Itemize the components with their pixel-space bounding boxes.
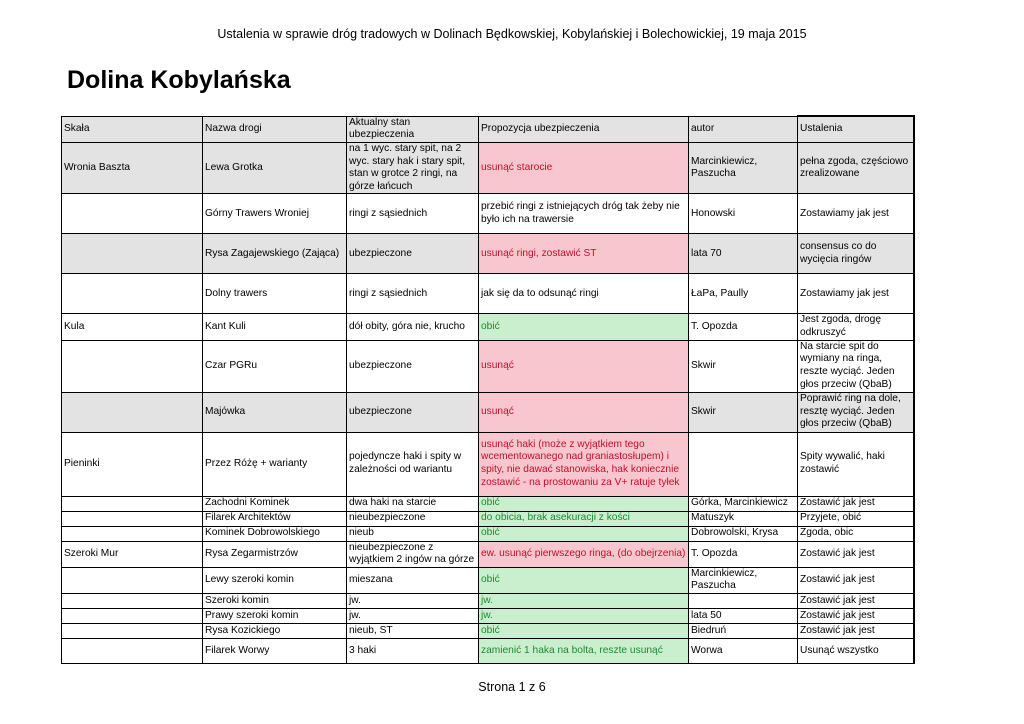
- cell-nazwa: Zachodni Kominek: [203, 496, 347, 511]
- cell-ustalenia: Zostawić jak jest: [798, 593, 914, 608]
- column-header-ustalenia: Ustalenia: [798, 116, 914, 143]
- cell-autor: Worwa: [689, 638, 798, 663]
- cell-ustalenia: Zostawić jak jest: [798, 541, 914, 567]
- cell-propozycja: do obicia, brak asekuracji z kości: [479, 511, 689, 526]
- cell-stan: ubezpieczone: [347, 234, 479, 274]
- cell-ustalenia: Spity wywalić, haki zostawić: [798, 432, 914, 496]
- cell-propozycja: jak się da to odsunąć ringi: [479, 274, 689, 314]
- cell-skala: [62, 274, 203, 314]
- cell-propozycja: jw.: [479, 608, 689, 623]
- cell-ustalenia: pełna zgoda, częściowo zrealizowane: [798, 143, 914, 194]
- cell-nazwa: Lewy szeroki komin: [203, 567, 347, 593]
- cell-stan: 3 haki: [347, 638, 479, 663]
- cell-propozycja: usunąć haki (może z wyjątkiem tego wcementowanego nad graniastosłupem) i spity, nie dawać stanowiska, hak koniecznie zostawić - na prostowaniu za V+ ratuje tyłek: [479, 432, 689, 496]
- cell-autor: Honowski: [689, 194, 798, 234]
- cell-stan: nieubezpieczone z wyjątkiem 2 ingów na górze: [347, 541, 479, 567]
- cell-skala: [62, 392, 203, 432]
- table-row: [62, 194, 914, 234]
- cell-autor: ŁaPa, Paully: [689, 274, 798, 314]
- cell-propozycja: obić: [479, 623, 689, 638]
- table-row: [62, 143, 914, 194]
- cell-nazwa: Przez Różę + warianty: [203, 432, 347, 496]
- table-row: [62, 314, 914, 340]
- cell-skala: Pieninki: [62, 432, 203, 496]
- table-row: [62, 623, 914, 638]
- cell-skala: [62, 526, 203, 541]
- cell-autor: Górka, Marcinkiewicz: [689, 496, 798, 511]
- cell-propozycja: usunąć starocie: [479, 143, 689, 194]
- cell-stan: pojedyncze haki i spity w zależności od wariantu: [347, 432, 479, 496]
- cell-nazwa: Czar PGRu: [203, 340, 347, 392]
- cell-nazwa: Filarek Worwy: [203, 638, 347, 663]
- cell-skala: [62, 593, 203, 608]
- cell-stan: jw.: [347, 608, 479, 623]
- cell-autor: Marcinkiewicz, Paszucha: [689, 143, 798, 194]
- cell-ustalenia: Przyjete, obić: [798, 511, 914, 526]
- page-footer: Strona 1 z 6: [478, 680, 546, 694]
- cell-ustalenia: Zostawiamy jak jest: [798, 274, 914, 314]
- cell-skala: Kula: [62, 314, 203, 340]
- cell-ustalenia: Poprawić ring na dole, resztę wyciąć. Jeden głos przeciw (QbaB): [798, 392, 914, 432]
- page-title: Dolina Kobylańska: [67, 66, 291, 94]
- cell-ustalenia: Zostawić jak jest: [798, 567, 914, 593]
- cell-stan: nieub, ST: [347, 623, 479, 638]
- cell-autor: T. Opozda: [689, 314, 798, 340]
- cell-propozycja: jw.: [479, 593, 689, 608]
- cell-ustalenia: Zostawiamy jak jest: [798, 194, 914, 234]
- cell-skala: [62, 496, 203, 511]
- cell-nazwa: Kominek Dobrowolskiego: [203, 526, 347, 541]
- cell-nazwa: Majówka: [203, 392, 347, 432]
- cell-autor: Marcinkiewicz, Paszucha: [689, 567, 798, 593]
- cell-autor: lata 50: [689, 608, 798, 623]
- cell-skala: [62, 194, 203, 234]
- cell-skala: Szeroki Mur: [62, 541, 203, 567]
- cell-nazwa: Rysa Zagajewskiego (Zająca): [203, 234, 347, 274]
- cell-skala: [62, 234, 203, 274]
- cell-nazwa: Lewa Grotka: [203, 143, 347, 194]
- cell-autor: Biedruń: [689, 623, 798, 638]
- cell-stan: dwa haki na starcie: [347, 496, 479, 511]
- cell-ustalenia: Zostawić jak jest: [798, 496, 914, 511]
- cell-propozycja: obić: [479, 314, 689, 340]
- cell-skala: [62, 567, 203, 593]
- table-header-row: [62, 116, 914, 143]
- table-row: [62, 432, 914, 496]
- cell-ustalenia: Zostawić jak jest: [798, 608, 914, 623]
- column-header-propozycja: Propozycja ubezpieczenia: [479, 116, 689, 143]
- cell-nazwa: Górny Trawers Wroniej: [203, 194, 347, 234]
- cell-skala: [62, 608, 203, 623]
- cell-stan: ringi z sąsiednich: [347, 274, 479, 314]
- routes-table: [61, 115, 915, 664]
- cell-stan: nieub: [347, 526, 479, 541]
- cell-nazwa: Prawy szeroki komin: [203, 608, 347, 623]
- cell-skala: [62, 623, 203, 638]
- cell-nazwa: Rysa Kozickiego: [203, 623, 347, 638]
- cell-stan: ubezpieczone: [347, 392, 479, 432]
- cell-autor: [689, 432, 798, 496]
- cell-stan: dół obity, góra nie, krucho: [347, 314, 479, 340]
- cell-nazwa: Filarek Architektów: [203, 511, 347, 526]
- document-header: Ustalenia w sprawie dróg tradowych w Dolinach Będkowskiej, Kobylańskiej i Bolechowickiej, 19 maja 2015: [217, 27, 807, 41]
- cell-stan: mieszana: [347, 567, 479, 593]
- cell-skala: [62, 638, 203, 663]
- table-row: [62, 608, 914, 623]
- column-header-skala: Skała: [62, 116, 203, 143]
- cell-autor: Skwir: [689, 392, 798, 432]
- cell-stan: ubezpieczone: [347, 340, 479, 392]
- table-row: [62, 638, 914, 663]
- cell-autor: Skwir: [689, 340, 798, 392]
- cell-propozycja: przebić ringi z istniejących dróg tak żeby nie było ich na trawersie: [479, 194, 689, 234]
- cell-ustalenia: Zostawić jak jest: [798, 623, 914, 638]
- table-row: [62, 511, 914, 526]
- cell-propozycja: usunąć: [479, 340, 689, 392]
- cell-propozycja: obić: [479, 496, 689, 511]
- cell-nazwa: Rysa Zegarmistrzów: [203, 541, 347, 567]
- cell-nazwa: Dolny trawers: [203, 274, 347, 314]
- cell-propozycja: zamienić 1 haka na bolta, reszte usunąć: [479, 638, 689, 663]
- table-row: [62, 234, 914, 274]
- column-header-stan: Aktualny stan ubezpieczenia: [347, 116, 479, 143]
- table-row: [62, 593, 914, 608]
- column-header-autor: autor: [689, 116, 798, 143]
- cell-skala: [62, 511, 203, 526]
- cell-nazwa: Kant Kuli: [203, 314, 347, 340]
- cell-propozycja: obić: [479, 526, 689, 541]
- cell-nazwa: Szeroki komin: [203, 593, 347, 608]
- cell-autor: Matuszyk: [689, 511, 798, 526]
- cell-propozycja: usunąć: [479, 392, 689, 432]
- cell-skala: [62, 340, 203, 392]
- cell-autor: T. Opozda: [689, 541, 798, 567]
- cell-autor: [689, 593, 798, 608]
- cell-ustalenia: consensus co do wycięcia ringów: [798, 234, 914, 274]
- cell-ustalenia: Na starcie spit do wymiany na ringa, reszte wyciąć. Jeden głos przeciw (QbaB): [798, 340, 914, 392]
- table-row: [62, 567, 914, 593]
- cell-skala: Wronia Baszta: [62, 143, 203, 194]
- cell-ustalenia: Zgoda, obic: [798, 526, 914, 541]
- table-row: [62, 392, 914, 432]
- cell-ustalenia: Usunąć wszystko: [798, 638, 914, 663]
- cell-propozycja: usunąć ringi, zostawić ST: [479, 234, 689, 274]
- table-row: [62, 274, 914, 314]
- cell-stan: ringi z sąsiednich: [347, 194, 479, 234]
- cell-propozycja: obić: [479, 567, 689, 593]
- cell-stan: na 1 wyc. stary spit, na 2 wyc. stary hak i stary spit, stan w grotce 2 ringi, na górze łańcuch: [347, 143, 479, 194]
- cell-ustalenia: Jest zgoda, drogę odkruszyć: [798, 314, 914, 340]
- table-row: [62, 541, 914, 567]
- cell-autor: lata 70: [689, 234, 798, 274]
- table-row: [62, 340, 914, 392]
- table-row: [62, 496, 914, 511]
- cell-autor: Dobrowolski, Krysa: [689, 526, 798, 541]
- column-header-nazwa: Nazwa drogi: [203, 116, 347, 143]
- table-row: [62, 526, 914, 541]
- cell-stan: jw.: [347, 593, 479, 608]
- cell-stan: nieubezpieczone: [347, 511, 479, 526]
- cell-propozycja: ew. usunąć pierwszego ringa, (do obejrzenia): [479, 541, 689, 567]
